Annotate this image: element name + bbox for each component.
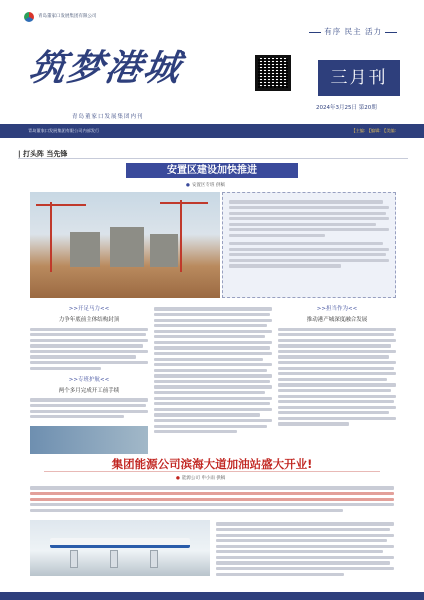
band-right: 【主编: 【编辑: 【美编: <box>351 128 396 133</box>
story1-intro <box>222 192 396 298</box>
crane-arm <box>36 204 86 206</box>
issue-meta <box>316 103 377 111</box>
band-left: 青岛董家口发展集团有限公司内部发行 <box>28 128 100 133</box>
org-logo <box>24 12 97 22</box>
issue-number: 第20期 <box>358 105 377 111</box>
motto: 有序 民主 活力 <box>306 26 400 37</box>
col3-heading: 推动港产城深度融合发展 <box>306 316 368 323</box>
story1-headline: 安置区建设加快推进 <box>126 163 298 178</box>
construction-photo <box>30 192 220 298</box>
fuel-pump-icon <box>150 550 158 568</box>
col1-kicker: >>开足马力<< <box>68 306 110 312</box>
crane-icon <box>180 200 182 272</box>
station-canopy <box>50 538 190 548</box>
fuel-pump-icon <box>110 550 118 568</box>
section-tag: | 打头阵 当先锋 <box>18 150 68 158</box>
story1-col2 <box>154 305 272 436</box>
col1b-heading: 两个多月完成开工前手续 <box>58 387 120 394</box>
col3-kicker: >>担当作为<< <box>316 306 358 312</box>
masthead-subtitle: 青岛董家口发展集团内刊 <box>72 114 144 120</box>
section-divider <box>18 158 408 159</box>
story2-headline: 集团能源公司滨海大道加油站盛大开业! <box>44 456 380 472</box>
story1-col3 <box>278 305 396 428</box>
building <box>110 227 144 267</box>
footer-bar <box>0 592 424 600</box>
issue-date: 2024年3月25日 <box>316 105 357 111</box>
issue-label: 三月刊 <box>318 60 400 96</box>
story2-lead <box>30 484 394 514</box>
logo-icon <box>24 12 34 22</box>
masthead-title: 筑梦港城 <box>25 47 186 89</box>
story2-body <box>216 520 394 578</box>
col1-heading: 力争年底前主体结构封顶 <box>58 316 120 323</box>
fuel-pump-icon <box>70 550 78 568</box>
crane-arm <box>160 202 208 204</box>
story1-col1 <box>30 305 148 421</box>
building <box>150 234 178 267</box>
story1-byline: ● 安置区专班 供稿 <box>186 182 225 188</box>
org-name: 青岛董家口发展集团有限公司 <box>38 14 97 20</box>
info-band <box>0 124 424 138</box>
bottom-left-photo <box>30 426 148 454</box>
qr-code-icon[interactable] <box>255 55 291 91</box>
crane-icon <box>50 202 52 272</box>
building <box>70 232 100 267</box>
col1b-kicker: >>专班护航<< <box>68 376 110 383</box>
story2-byline: ● 能源公司 申小雨 供稿 <box>176 475 225 481</box>
gas-station-photo <box>30 520 210 576</box>
